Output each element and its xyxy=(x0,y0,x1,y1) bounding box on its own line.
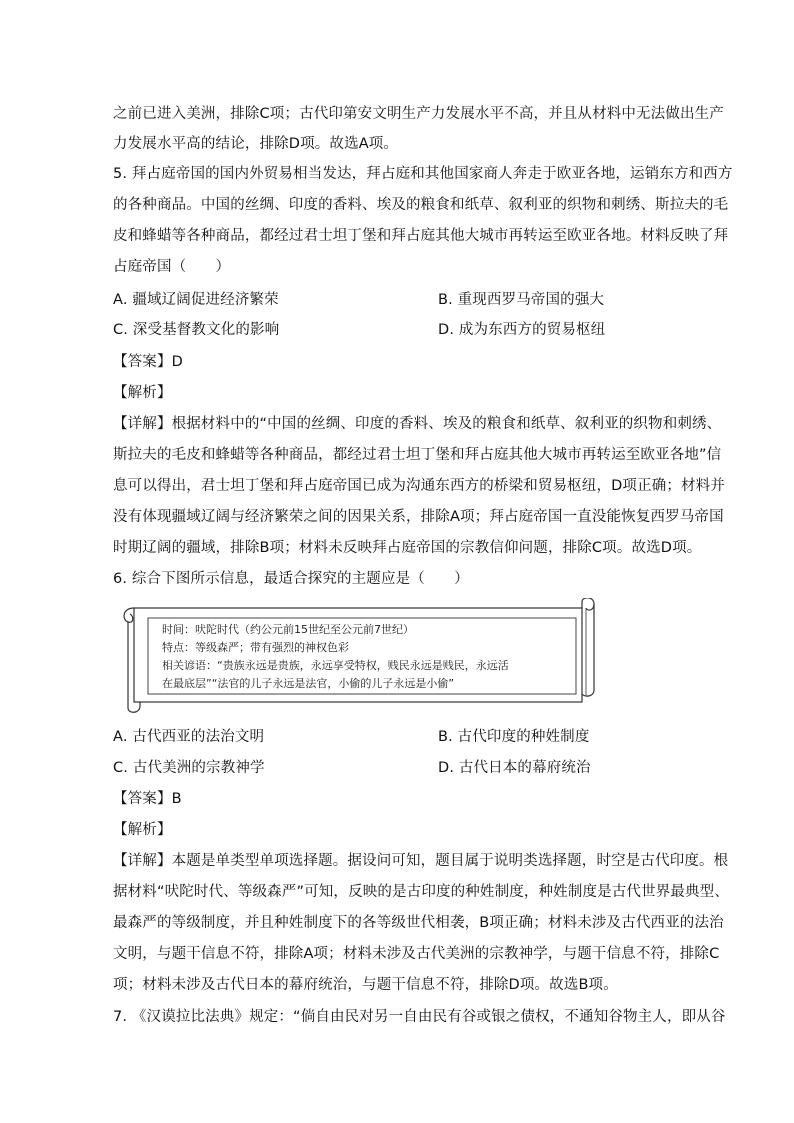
q6-answer: 【答案】B xyxy=(113,791,182,807)
q5-detail-line: 【详解】根据材料中的“中国的丝绸、印度的香料、埃及的粮食和纸草、叙利亚的织物和刺绣、 xyxy=(113,416,722,432)
q6-option-d: D. 古代日本的幕府统治 xyxy=(438,760,591,776)
q5-option-d: D. 成为东西方的贸易枢纽 xyxy=(438,322,606,338)
scroll-saying: 相关谚语：“贵族永远是贵族，永远享受特权，贱民永远是贱民，永远活 xyxy=(162,659,509,672)
q6-detail-line: 据材料“吠陀时代、等级森严”可知，反映的是古印度的种姓制度，种姓制度是古代世界最典型、 xyxy=(113,884,729,900)
text-line: 之前已进入美洲，排除C项；古代印第安文明生产力发展水平不高，并且从材料中无法做出生产 xyxy=(113,106,724,122)
q6-detail-line: 项；材料未涉及古代日本的幕府统治，与题干信息不符，排除D项。故选B项。 xyxy=(113,977,618,993)
q5-answer: 【答案】D xyxy=(113,354,183,370)
question-5-stem: 占庭帝国（ ） xyxy=(113,259,231,275)
q6-analysis-heading: 【解析】 xyxy=(113,822,172,838)
scroll-saying: 在最底层”“法官的儿子永远是法官，小偷的儿子永远是小偷” xyxy=(162,677,455,690)
question-5-stem: 的各种商品。中国的丝绸、印度的香料、埃及的粮食和纸草、叙利亚的织物和刺绣、斯拉夫的毛 xyxy=(113,197,729,213)
q6-option-b: B. 古代印度的种姓制度 xyxy=(438,729,590,745)
question-6-stem: 6. 综合下图所示信息，最适合探究的主题应是（ ） xyxy=(113,571,469,587)
q5-option-a: A. 疆域辽阔促进经济繁荣 xyxy=(113,292,279,308)
q5-detail-line: 斯拉夫的毛皮和蜂蜡等各种商品，都经过君士坦丁堡和拜占庭其他大城市再转运至欧亚各地”信 xyxy=(113,447,722,463)
q6-detail-line: 文明，与题干信息不符，排除A项；材料未涉及古代美洲的宗教神学，与题干信息不符，排除C xyxy=(113,946,720,962)
q5-detail-line: 息可以得出，君士坦丁堡和拜占庭帝国已成为沟通东西方的桥梁和贸易枢纽，D项正确；材料并 xyxy=(113,478,725,494)
q5-analysis-heading: 【解析】 xyxy=(113,385,172,401)
question-5-stem: 皮和蜂蜡等各种商品，都经过君士坦丁堡和拜占庭其他大城市再转运至欧亚各地。材料反映了拜 xyxy=(113,228,729,244)
question-7-stem: 7. 《汉谟拉比法典》规定：“倘自由民对另一自由民有谷或银之债权，不通知谷物主人，即从谷 xyxy=(113,1009,726,1025)
q6-option-a: A. 古代西亚的法治文明 xyxy=(113,729,265,745)
q6-option-c: C. 古代美洲的宗教神学 xyxy=(113,760,265,776)
q5-detail-line: 时期辽阔的疆域，排除B项；材料未反映拜占庭帝国的宗教信仰问题，排除C项。故选D项。 xyxy=(113,540,702,556)
question-5-stem: 5. 拜占庭帝国的国内外贸易相当发达，拜占庭和其他国家商人奔走于欧亚各地，运销东方和西方 xyxy=(113,166,733,182)
q5-detail-line: 没有体现疆域辽阔与经济繁荣之间的因果关系，排除A项；拜占庭帝国一直没能恢复西罗马帝国 xyxy=(113,509,724,525)
scroll-time: 时间：吠陀时代（约公元前15世纪至公元前7世纪） xyxy=(162,623,414,636)
scroll-figure xyxy=(120,598,600,714)
q5-option-c: C. 深受基督教文化的影响 xyxy=(113,322,280,338)
q6-detail-line: 最森严的等级制度，并且种姓制度下的各等级世代相袭，B项正确；材料未涉及古代西亚的法治 xyxy=(113,915,724,931)
scroll-feature: 特点：等级森严；带有强烈的神权色彩 xyxy=(162,641,349,654)
q6-detail-line: 【详解】本题是单类型单项选择题。据设问可知，题目属于说明类选择题，时空是古代印度。根 xyxy=(113,853,729,869)
text-line: 力发展水平高的结论，排除D项。故选A项。 xyxy=(113,136,399,152)
q5-option-b: B. 重现西罗马帝国的强大 xyxy=(438,292,605,308)
